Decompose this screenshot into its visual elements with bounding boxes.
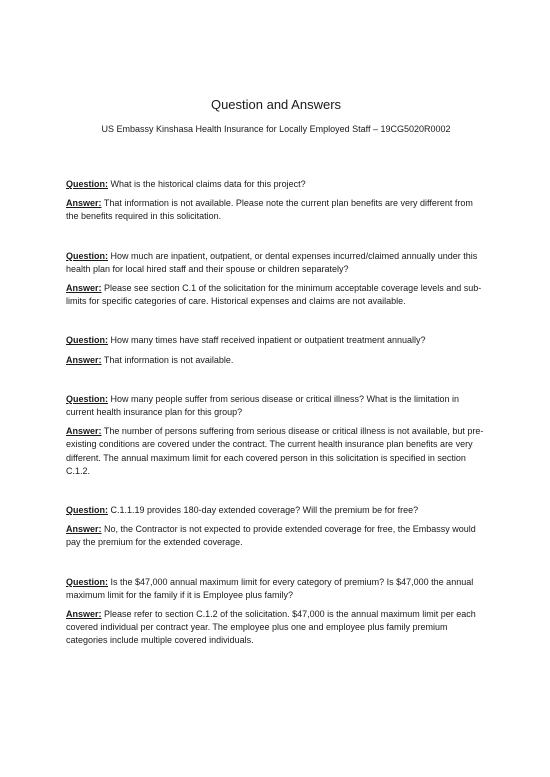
question-text: What is the historical claims data for this project? <box>110 179 306 189</box>
question-text: How many people suffer from serious disease or critical illness? What is the limitation in current health insurance plan for this group? <box>66 393 459 418</box>
qa-item <box>66 504 486 550</box>
answer-text: Please refer to section C.1.2 of the solicitation. $47,000 is the annual maximum limit per each covered individual per contract year. The employee plus one and employee plus family premium categories include multiple covered individuals. <box>66 609 476 646</box>
question-paragraph <box>66 504 486 517</box>
question-paragraph <box>66 393 486 419</box>
answer-label: Answer: <box>66 524 102 535</box>
qa-item <box>66 576 486 648</box>
answer-label: Answer: <box>66 426 102 437</box>
question-label: Question: <box>66 576 108 587</box>
qa-item <box>66 178 486 224</box>
qa-item <box>66 393 486 478</box>
question-label: Question: <box>66 393 108 404</box>
answer-label: Answer: <box>66 609 102 620</box>
answer-text: The number of persons suffering from serious disease or critical illness is not available, but pre-existing conditions are covered under the contract. The current health insurance plan benefits are very different. The annual maximum limit for each covered person in this solicitation is specified in section C.1.2. <box>66 426 484 476</box>
question-text: Is the $47,000 annual maximum limit for every category of premium? Is $47,000 the annual maximum limit for the family if it is Employee plus family? <box>66 576 474 600</box>
answer-paragraph <box>66 282 486 308</box>
question-label: Question: <box>66 179 108 189</box>
answer-paragraph <box>66 608 486 648</box>
question-paragraph <box>66 178 486 191</box>
question-text: C.1.1.19 provides 180-day extended coverage? Will the premium be for free? <box>110 505 419 516</box>
answer-paragraph <box>66 197 486 223</box>
question-paragraph <box>66 576 486 602</box>
qa-list <box>66 178 486 648</box>
question-paragraph <box>66 250 486 276</box>
question-paragraph <box>66 334 486 347</box>
document-subtitle: US Embassy Kinshasa Health Insurance for Locally Employed Staff – 19CG5020R0002 <box>101 124 451 134</box>
answer-text: That information is not available. Please note the current plan benefits are very different from the benefits required in this solicitation. <box>66 198 473 222</box>
answer-paragraph <box>66 425 486 478</box>
answer-label: Answer: <box>66 198 102 209</box>
question-text: How much are inpatient, outpatient, or dental expenses incurred/claimed annually under this health plan for local hired staff and their spouse or children separately? <box>66 250 478 274</box>
question-label: Question: <box>66 505 108 516</box>
document-title: Question and Answers <box>210 97 342 112</box>
answer-label: Answer: <box>66 283 102 294</box>
answer-paragraph <box>66 354 486 367</box>
answer-text: Please see section C.1 of the solicitation for the minimum acceptable coverage levels and sub-limits for specific categories of care. Historical expenses and claims are not available. <box>66 283 482 307</box>
answer-paragraph <box>66 523 486 549</box>
question-label: Question: <box>66 335 108 346</box>
question-label: Question: <box>66 250 108 261</box>
answer-text: That information is not available. <box>103 354 234 365</box>
qa-item <box>66 250 486 309</box>
answer-text: No, the Contractor is not expected to provide extended coverage for free, the Embassy would pay the premium for the extended coverage. <box>66 524 476 548</box>
qa-item <box>66 334 486 366</box>
question-text: How many times have staff received inpatient or outpatient treatment annually? <box>110 335 426 346</box>
answer-label: Answer: <box>66 354 102 365</box>
